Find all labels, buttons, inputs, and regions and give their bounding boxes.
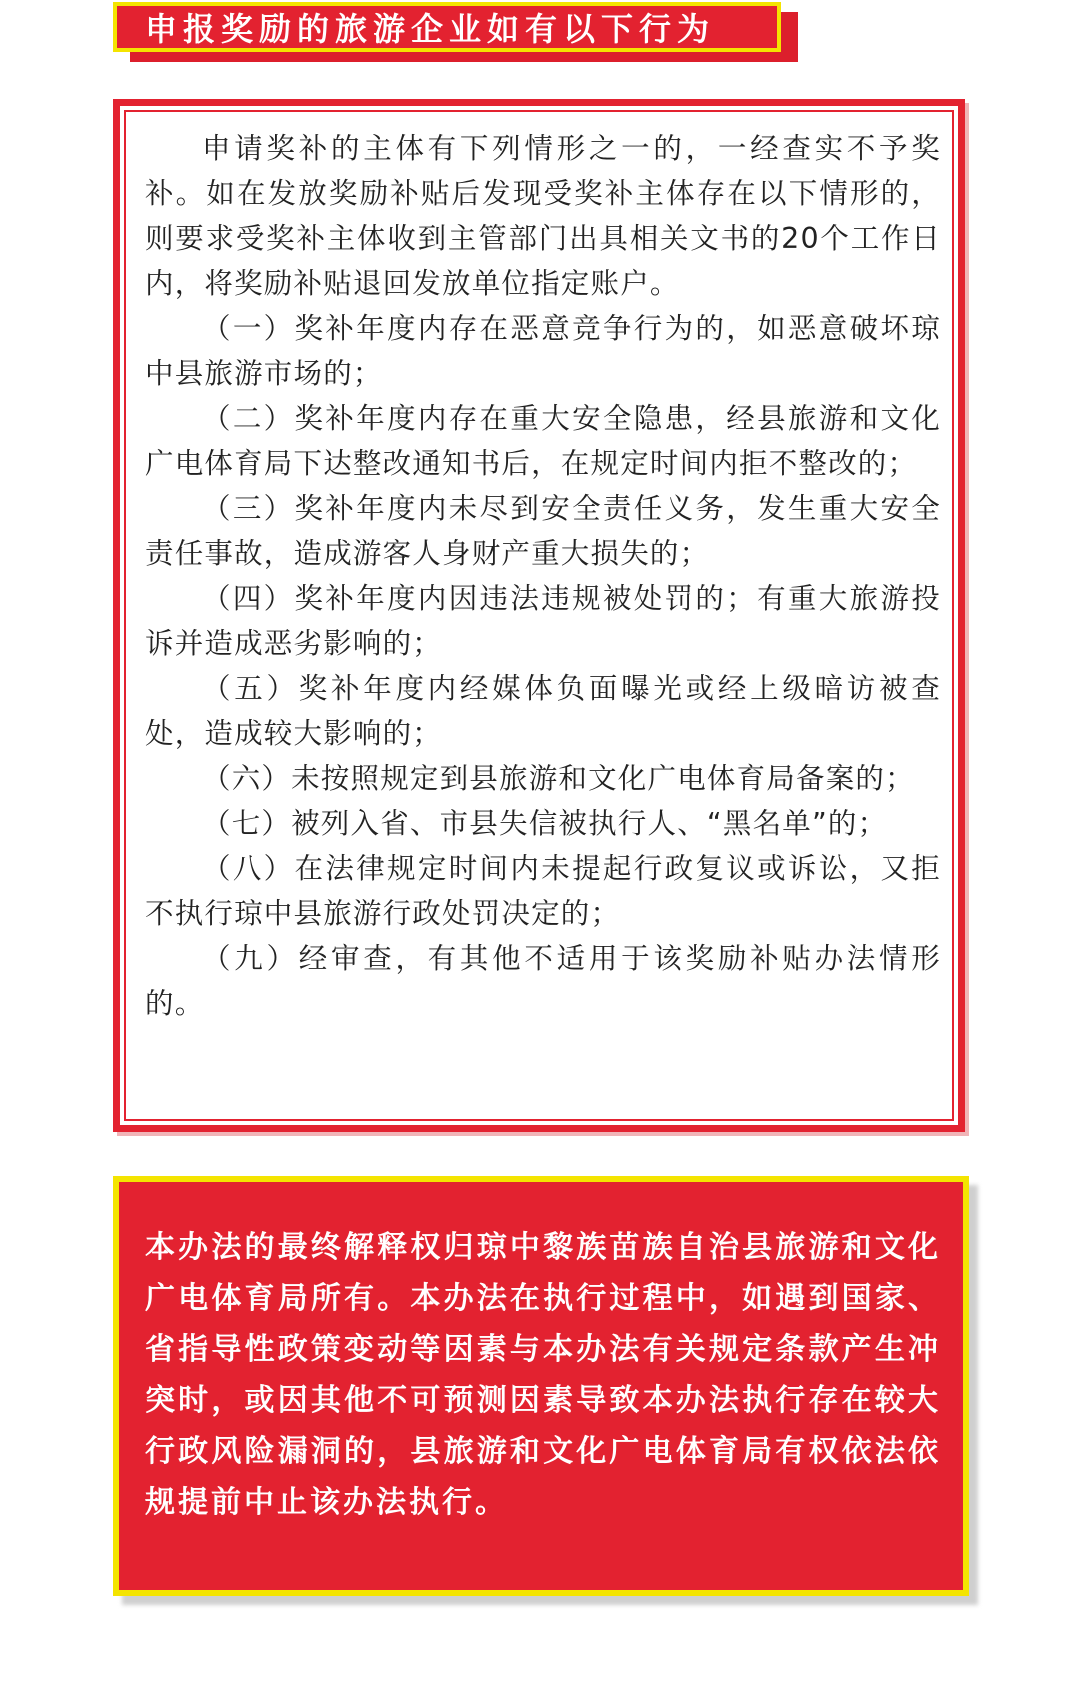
condition-item-3: （三）奖补年度内未尽到安全责任义务，发生重大安全责任事故，造成游客人身财产重大损失的；: [145, 492, 941, 570]
conditions-box: [113, 99, 965, 1132]
header-title: 申报奖励的旅游企业如有以下行为: [145, 10, 716, 48]
conditions-text: [145, 126, 941, 1026]
condition-item-2: （二）奖补年度内存在重大安全隐患，经县旅游和文化广电体育局下达整改通知书后，在规定时间内拒不整改的；: [145, 402, 941, 480]
condition-item-5: （五）奖补年度内经媒体负面曝光或经上级暗访被查处，造成较大影响的；: [145, 672, 941, 750]
condition-item-6: （六）未按照规定到县旅游和文化广电体育局备案的；: [202, 762, 915, 795]
notice-text: 本办法的最终解释权归琼中黎族苗族自治县旅游和文化广电体育局所有。本办法在执行过程中，如遇到国家、省指导性政策变动等因素与本办法有关规定条款产生冲突时，或因其他不可预测因素导致本办法执行存在较大行政风险漏洞的，县旅游和文化广电体育局有权依法依规提前中止该办法执行。: [145, 1230, 941, 1520]
condition-item-4: （四）奖补年度内因违法违规被处罚的；有重大旅游投诉并造成恶劣影响的；: [145, 582, 941, 660]
condition-item-1: （一）奖补年度内存在恶意竞争行为的，如恶意破坏琼中县旅游市场的；: [145, 312, 941, 390]
notice-box: [113, 1176, 969, 1596]
condition-item-8: （八）在法律规定时间内未提起行政复议或诉讼，又拒不执行琼中县旅游行政处罚决定的；: [145, 852, 941, 930]
condition-item-7: （七）被列入省、市县失信被执行人、“黑名单”的；: [202, 807, 888, 840]
intro-paragraph: 申请奖补的主体有下列情形之一的，一经查实不予奖补。如在发放奖励补贴后发现受奖补主体存在以下情形的，则要求受奖补主体收到主管部门出具相关文书的20个工作日内，将奖励补贴退回发放单位指定账户。: [145, 132, 941, 300]
header-banner: [113, 2, 781, 52]
condition-item-9: （九）经审查，有其他不适用于该奖励补贴办法情形的。: [145, 942, 941, 1020]
